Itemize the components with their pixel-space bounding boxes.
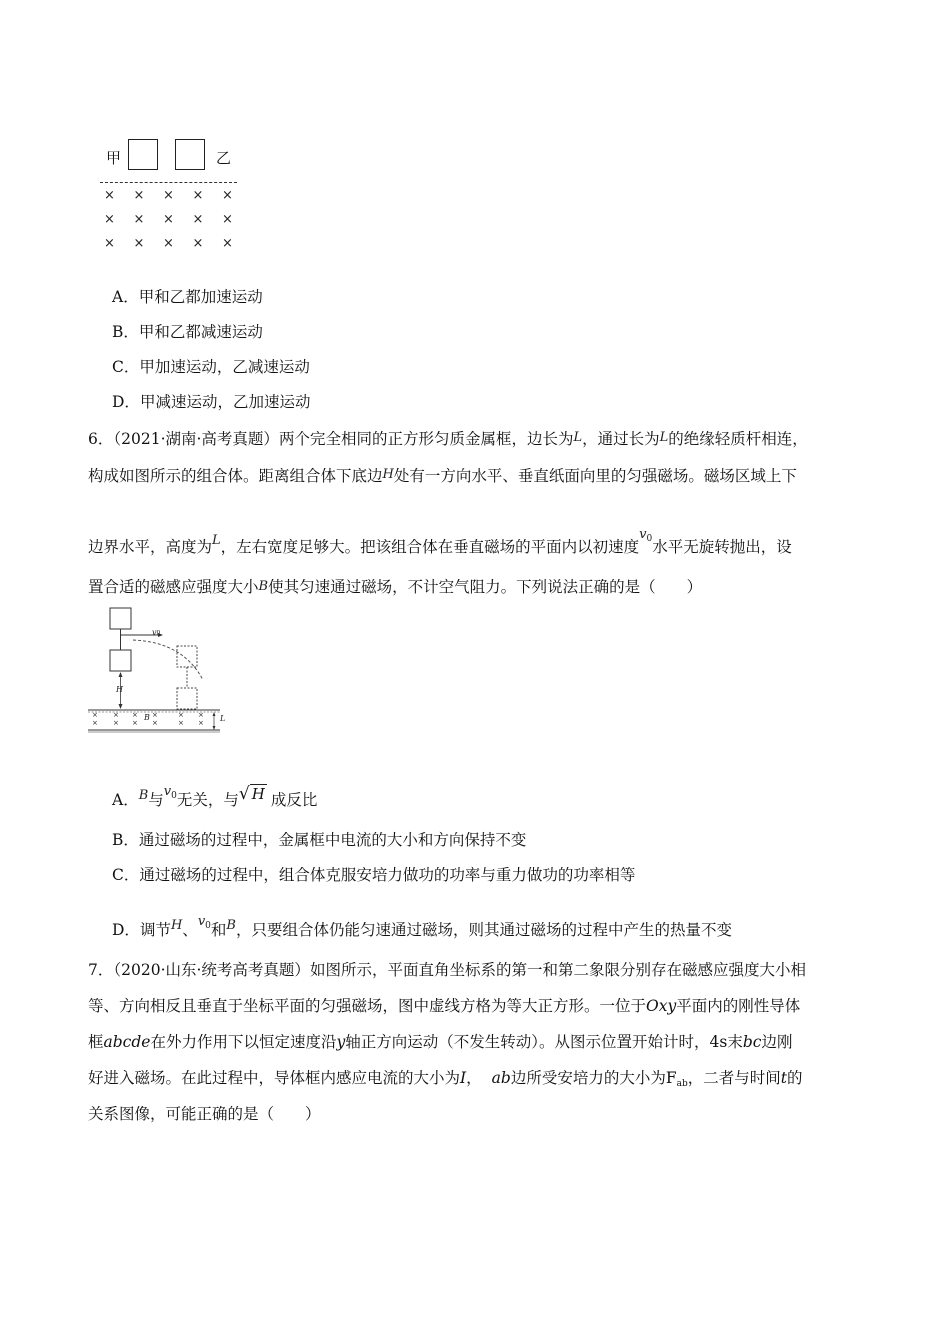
field-cross-mark: × bbox=[222, 188, 233, 203]
field-boundary-dashed bbox=[100, 182, 237, 183]
option-text: 甲加速运动，乙减速运动 bbox=[139, 358, 310, 376]
q7-stem-line-4 bbox=[88, 1066, 868, 1096]
symbol-v0 bbox=[198, 914, 211, 929]
text: ， bbox=[466, 1069, 482, 1087]
field-cross-mark: × bbox=[133, 236, 145, 251]
symbol-B: B bbox=[138, 788, 149, 803]
text: 和 bbox=[210, 921, 227, 939]
fig-H-label: H bbox=[116, 685, 123, 694]
field-cross-mark: × bbox=[152, 719, 158, 727]
question-number: 7． bbox=[88, 961, 114, 979]
field-cross-mark: × bbox=[104, 236, 115, 251]
text: ，二者与时间 bbox=[687, 1069, 781, 1087]
figure-2 bbox=[88, 604, 238, 739]
option-key: B． bbox=[112, 831, 139, 849]
symbol-v0 bbox=[164, 784, 177, 799]
field-cross-mark: × bbox=[92, 719, 98, 727]
question-source: （2020·山东·统考高考真题） bbox=[113, 961, 310, 979]
text: 边界水平，高度为 bbox=[88, 538, 213, 556]
text: 使其匀速通过磁场，不计空气阻力。下列说法正确的是（ ） bbox=[268, 578, 703, 596]
text: ，只要组合体仍能匀速通过磁场，则其通过磁场的过程中产生的热量不变 bbox=[235, 921, 732, 939]
figure-2-field-crosses bbox=[88, 710, 213, 730]
option-text: 甲减速运动，乙加速运动 bbox=[139, 393, 311, 411]
text: 成反比 bbox=[270, 791, 318, 809]
question-number: 6． bbox=[88, 430, 114, 448]
field-cross-mark: × bbox=[132, 711, 138, 719]
text: 的 bbox=[786, 1069, 803, 1087]
symbol-abcde: abcde bbox=[103, 1033, 151, 1051]
fig-v0-label bbox=[152, 628, 160, 637]
text: 处有一方向水平、垂直纸面向里的匀强磁场。磁场区域上下 bbox=[393, 467, 797, 485]
text: 等、方向相反且垂直于坐标平面的匀强磁场，图中虚线方格为等大正方形。一位于 bbox=[88, 997, 647, 1015]
option-text: 通过磁场的过程中，金属框中电流的大小和方向保持不变 bbox=[138, 831, 527, 849]
sqrt-sign: √ bbox=[238, 784, 250, 804]
option-key: B． bbox=[112, 323, 139, 341]
field-cross-mark: × bbox=[192, 236, 204, 251]
field-cross-mark: × bbox=[222, 212, 233, 227]
q7-stem-line-3 bbox=[88, 1030, 868, 1054]
q5-option-c[interactable] bbox=[112, 355, 310, 379]
q6-stem-line-4 bbox=[88, 575, 868, 599]
symbol-y: y bbox=[336, 1033, 346, 1051]
subscript-0: 0 bbox=[205, 921, 211, 931]
q5-option-a[interactable] bbox=[112, 285, 263, 309]
symbol-I: I bbox=[460, 1069, 467, 1087]
option-key: A． bbox=[112, 791, 139, 809]
text: 边所受安培力的大小为F bbox=[510, 1069, 677, 1087]
field-cross-mark: × bbox=[132, 719, 138, 727]
q7-stem-line-1 bbox=[88, 958, 868, 982]
q6-option-d[interactable] bbox=[112, 910, 732, 942]
subscript-0: 0 bbox=[171, 791, 177, 801]
v: v bbox=[639, 527, 647, 542]
q6-option-c[interactable] bbox=[112, 863, 635, 887]
option-key: C． bbox=[112, 866, 140, 884]
label-yi: 乙 bbox=[216, 149, 232, 167]
symbol-H: H bbox=[382, 467, 394, 482]
figure-1 bbox=[100, 135, 245, 260]
text: 调节 bbox=[139, 921, 171, 939]
field-cross-mark: × bbox=[163, 188, 174, 203]
subscript-0: 0 bbox=[646, 534, 653, 544]
field-cross-mark: × bbox=[163, 236, 174, 251]
v: v bbox=[163, 784, 172, 799]
field-cross-mark: × bbox=[192, 212, 204, 227]
option-key: A． bbox=[112, 288, 139, 306]
option-key: C． bbox=[112, 358, 140, 376]
q5-option-d[interactable] bbox=[112, 390, 310, 414]
q6-option-b[interactable] bbox=[112, 828, 526, 852]
frame-yi bbox=[175, 139, 205, 170]
field-cross-mark: × bbox=[178, 711, 184, 719]
subscript-ab: ab bbox=[676, 1079, 688, 1089]
label-jia: 甲 bbox=[106, 149, 122, 167]
q7-stem-line-2 bbox=[88, 994, 868, 1018]
q6-stem-line-1 bbox=[88, 426, 868, 451]
question-source: （2021·湖南·高考真题） bbox=[113, 430, 279, 448]
option-key: D． bbox=[112, 921, 140, 939]
field-cross-mark: × bbox=[178, 719, 184, 727]
text: 在外力作用下以恒定速度沿 bbox=[150, 1033, 337, 1051]
text: 边刚 bbox=[761, 1033, 793, 1051]
fig-B-label: B bbox=[144, 713, 150, 722]
q6-stem-line-2 bbox=[88, 463, 868, 488]
field-cross-mark: × bbox=[163, 212, 174, 227]
text: 水平无旋转抛出，设 bbox=[652, 538, 792, 556]
symbol-v0 bbox=[639, 527, 652, 542]
symbol-H: H bbox=[170, 918, 183, 933]
field-cross-mark: × bbox=[198, 711, 204, 719]
text: ，通过长为 bbox=[582, 430, 660, 448]
q6-option-a[interactable] bbox=[112, 780, 317, 812]
option-text: 甲和乙都加速运动 bbox=[138, 288, 263, 306]
text: 框 bbox=[88, 1033, 104, 1051]
text: 的绝缘轻质杆相连， bbox=[668, 430, 808, 448]
text: 无关，与 bbox=[176, 791, 239, 809]
symbol-L: L bbox=[659, 430, 669, 445]
symbol-Oxy: Oxy bbox=[646, 997, 677, 1015]
v: v bbox=[197, 914, 206, 929]
option-text: 甲和乙都减速运动 bbox=[138, 323, 263, 341]
q6-stem-line-3 bbox=[88, 523, 868, 559]
symbol-B: B bbox=[226, 918, 236, 933]
text: 好进入磁场。在此过程中，导体框内感应电流的大小为 bbox=[88, 1069, 461, 1087]
subscript-0: 0 bbox=[156, 630, 161, 637]
field-cross-mark: × bbox=[104, 188, 115, 203]
field-cross-mark: × bbox=[92, 711, 98, 719]
v: v bbox=[152, 628, 157, 637]
fig-L-label: L bbox=[220, 714, 226, 723]
symbol-H: H bbox=[251, 785, 265, 803]
symbol-B: B bbox=[258, 579, 269, 594]
frame-jia bbox=[128, 139, 158, 170]
field-cross-mark: × bbox=[104, 212, 115, 227]
text: 构成如图所示的组合体。距离组合体下底边 bbox=[88, 467, 383, 485]
text: 两个完全相同的正方形匀质金属框，边长为 bbox=[278, 430, 574, 448]
field-cross-mark: × bbox=[133, 212, 145, 227]
text: 轴正方向运动（不发生转动）。从图示位置开始计时，4s末 bbox=[345, 1033, 743, 1051]
symbol-t: t bbox=[780, 1069, 787, 1087]
option-text: 通过磁场的过程中，组合体克服安培力做功的功率与重力做功的功率相等 bbox=[139, 866, 636, 884]
symbol-L: L bbox=[573, 430, 583, 445]
field-cross-mark: × bbox=[198, 719, 204, 727]
text: 与 bbox=[148, 791, 164, 809]
text: 平面内的刚性导体 bbox=[676, 997, 801, 1015]
symbol-L: L bbox=[212, 533, 221, 548]
option-key: D． bbox=[112, 393, 140, 411]
symbol-ab: ab bbox=[491, 1069, 511, 1087]
field-cross-mark: × bbox=[152, 711, 158, 719]
field-cross-mark: × bbox=[133, 188, 145, 203]
q5-option-b[interactable] bbox=[112, 320, 263, 344]
text: 、 bbox=[182, 921, 198, 939]
field-cross-mark: × bbox=[113, 711, 119, 719]
text: 如图所示，平面直角坐标系的第一和第二象限分别存在磁感应强度大小相 bbox=[309, 961, 806, 979]
text: 关系图像，可能正确的是（ ） bbox=[88, 1105, 321, 1123]
q7-stem-line-5 bbox=[88, 1102, 868, 1126]
field-cross-mark: × bbox=[222, 236, 233, 251]
sqrt-H bbox=[239, 784, 267, 804]
text: 置合适的磁感应强度大小 bbox=[88, 578, 259, 596]
field-cross-mark: × bbox=[113, 719, 119, 727]
magnetic-field-crosses bbox=[100, 188, 240, 258]
field-cross-mark: × bbox=[192, 188, 204, 203]
text: ，左右宽度足够大。把该组合体在垂直磁场的平面内以初速度 bbox=[220, 538, 640, 556]
symbol-bc: bc bbox=[742, 1033, 762, 1051]
